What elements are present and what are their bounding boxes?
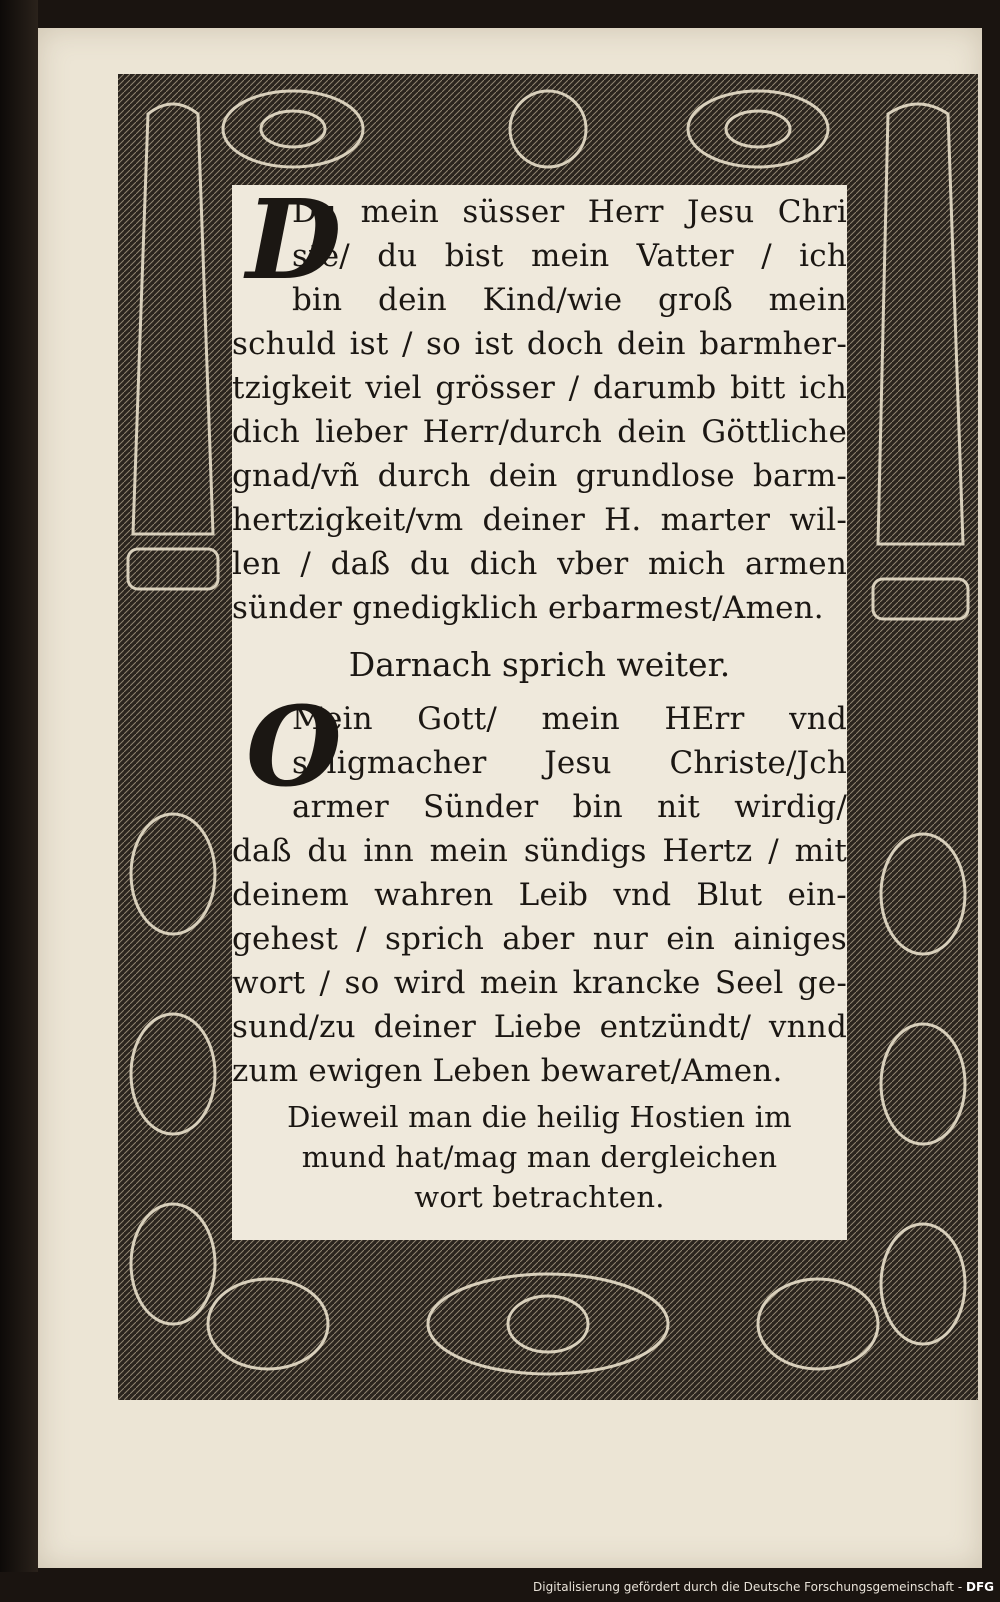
- prayer-paragraph-2: [232, 682, 847, 1093]
- text-line: deinem wahren Leib vnd Blut ein-: [232, 877, 847, 913]
- text-line: mund hat/mag man dergleichen: [301, 1140, 778, 1174]
- decorated-initial: D: [246, 175, 342, 304]
- text-line: sund/zu deiner Liebe entzündt/ vnnd: [232, 1009, 847, 1045]
- text-block: [232, 175, 847, 1240]
- text-line: schuld ist / so ist doch dein barmher-: [232, 326, 847, 362]
- text-line: ste/ du bist mein Vatter / ich: [292, 238, 847, 274]
- text-line: tzigkeit viel grösser / darumb bitt ich: [232, 370, 847, 406]
- prayer-paragraph-1: [232, 175, 847, 630]
- text-line: dich lieber Herr/durch dein Göttliche: [232, 414, 847, 450]
- text-line: hertzigkeit/vm deiner H. marter wil-: [232, 502, 847, 538]
- text-line: gehest / sprich aber nur ein ainiges: [232, 921, 847, 957]
- rubric-note: [232, 1097, 847, 1217]
- text-line: bin dein Kind/wie groß mein: [292, 282, 847, 318]
- text-line: wort betrachten.: [414, 1180, 665, 1214]
- credit-text: Digitalisierung gefördert durch die Deutsche Forschungsgemeinschaft -: [533, 1580, 963, 1594]
- text-line: Du mein süsser Herr Jesu Chri: [292, 194, 847, 230]
- text-line: wort / so wird mein krancke Seel ge-: [232, 965, 847, 1001]
- text-line: Dieweil man die heilig Hostien im: [287, 1100, 792, 1134]
- book-spine: [0, 0, 38, 1602]
- text-line: sünder gnedigklich erbarmest/Amen.: [232, 590, 824, 626]
- digitization-credit: [0, 1572, 1000, 1602]
- text-line: zum ewigen Leben bewaret/Amen.: [232, 1053, 783, 1089]
- text-line: Mein Gott/ mein HErr vnd: [292, 701, 847, 737]
- text-line: gnad/vñ durch dein grundlose barm-: [232, 458, 847, 494]
- decorated-initial: O: [246, 682, 342, 811]
- text-line: daß du inn mein sündigs Hertz / mit: [232, 833, 847, 869]
- text-line: armer Sünder bin nit wirdig/: [292, 789, 847, 825]
- text-line: seligmacher Jesu Christe/Jch: [292, 745, 847, 781]
- section-heading: Darnach sprich weiter.: [348, 645, 731, 684]
- text-line: len / daß du dich vber mich armen: [232, 546, 847, 582]
- dfg-logo: DFG: [965, 1580, 994, 1594]
